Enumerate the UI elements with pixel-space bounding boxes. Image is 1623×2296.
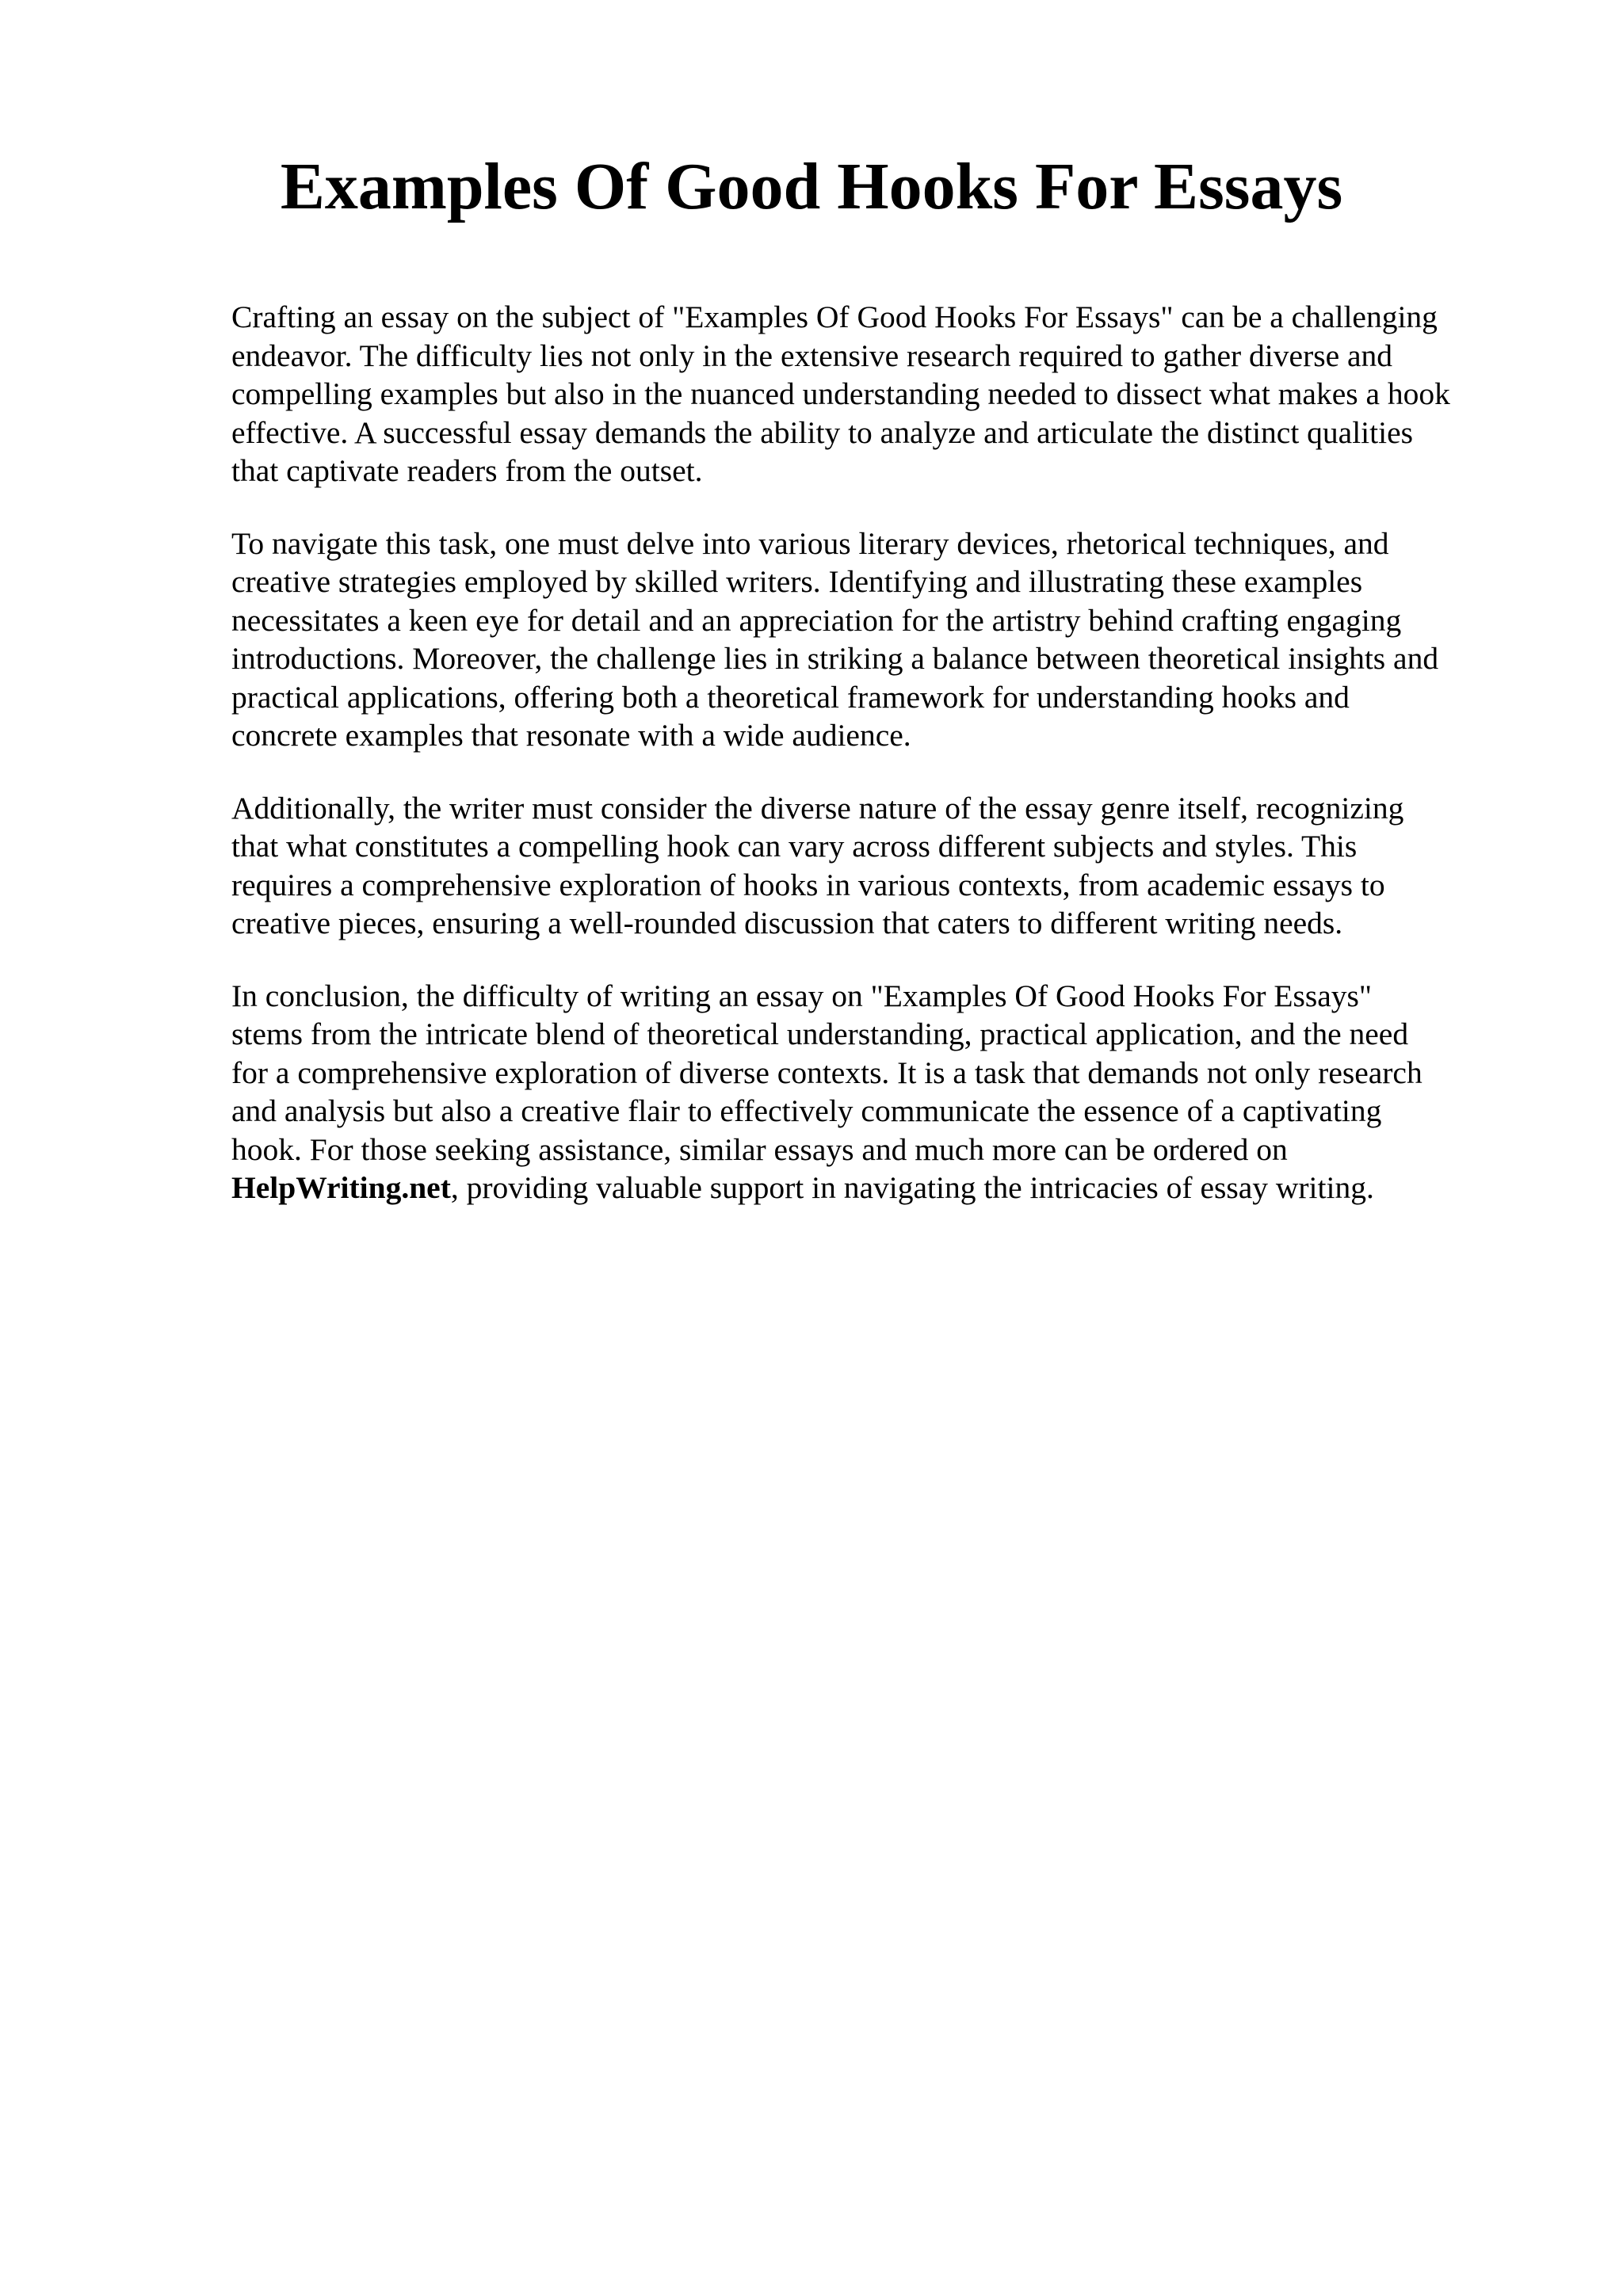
paragraph-line-rest: , providing valuable support in navigating the intricacies of essay writing. xyxy=(450,1170,1374,1205)
paragraph-line: To navigate this task, one must delve into various literary devices, rhetorical techniques, and xyxy=(231,525,1389,561)
paragraph-line: concrete examples that resonate with a wide audience. xyxy=(231,718,911,753)
brand-link-text: HelpWriting.net xyxy=(231,1170,451,1205)
paragraph-line: requires a comprehensive exploration of hooks in various contexts, from academic essays to xyxy=(231,867,1385,902)
paragraph-4 xyxy=(231,977,1515,1207)
essay-body xyxy=(231,298,1515,1241)
paragraph-line: In conclusion, the difficulty of writing an essay on "Examples Of Good Hooks For Essays" xyxy=(231,978,1373,1013)
paragraph-line: effective. A successful essay demands the ability to analyze and articulate the distinct qualities xyxy=(231,414,1414,450)
paragraph-line: stems from the intricate blend of theoretical understanding, practical application, and the need xyxy=(231,1016,1409,1051)
paragraph-line: creative pieces, ensuring a well-rounded discussion that caters to different writing needs. xyxy=(231,906,1343,940)
page-title: Examples Of Good Hooks For Essays xyxy=(280,150,1343,223)
paragraph-line: Crafting an essay on the subject of "Examples Of Good Hooks For Essays" can be a challenging xyxy=(231,299,1438,334)
paragraph-line: hook. For those seeking assistance, similar essays and much more can be ordered on xyxy=(231,1131,1288,1167)
paragraph-line: compelling examples but also in the nuanced understanding needed to dissect what makes a hook xyxy=(231,376,1450,411)
paragraph-line: endeavor. The difficulty lies not only in the extensive research required to gather diverse and xyxy=(231,338,1393,373)
paragraph-1 xyxy=(231,298,1515,490)
paragraph-last-line xyxy=(231,1169,1515,1207)
paragraph-line: Additionally, the writer must consider the diverse nature of the essay genre itself, recognizing xyxy=(231,790,1404,826)
paragraph-line: practical applications, offering both a theoretical framework for understanding hooks and xyxy=(231,679,1350,715)
paragraph-3 xyxy=(231,789,1515,943)
paragraph-line: and analysis but also a creative flair to effectively communicate the essence of a captivating xyxy=(231,1093,1382,1128)
paragraph-line: for a comprehensive exploration of diverse contexts. It is a task that demands not only research xyxy=(231,1055,1423,1090)
paragraph-line: that captivate readers from the outset. xyxy=(231,453,703,488)
paragraph-line: creative strategies employed by skilled writers. Identifying and illustrating these examples xyxy=(231,564,1363,599)
paragraph-line: introductions. Moreover, the challenge lies in striking a balance between theoretical insights and xyxy=(231,641,1439,676)
paragraph-line: that what constitutes a compelling hook can vary across different subjects and styles. This xyxy=(231,829,1358,864)
paragraph-2 xyxy=(231,524,1515,755)
paragraph-line: necessitates a keen eye for detail and an appreciation for the artistry behind crafting engaging xyxy=(231,602,1402,638)
